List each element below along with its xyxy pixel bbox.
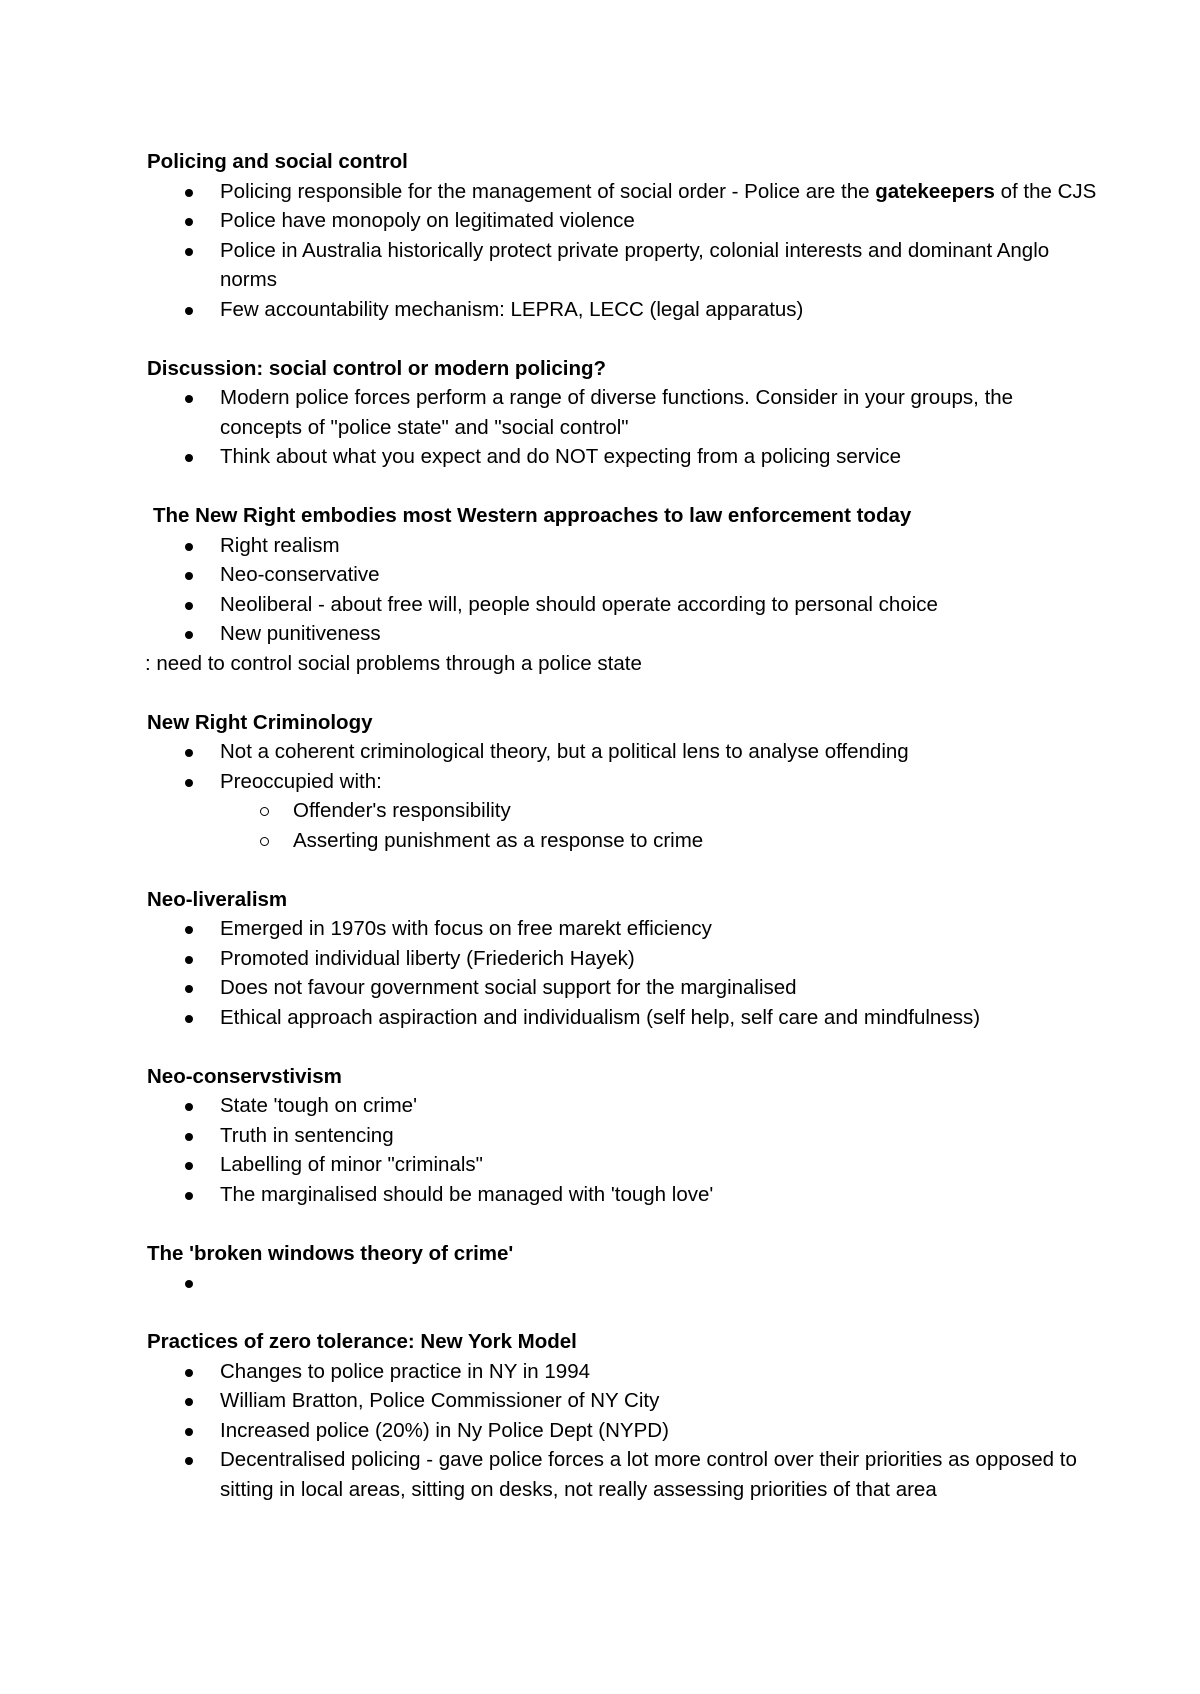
section-neo-conservatism [147,1062,1100,1210]
bullet-list [147,1268,1100,1298]
list-item: Decentralised policing - gave police forces a lot more control over their priorities as opposed to sitting in local areas, sitting on desks, not really assessing priorities of that area [220,1445,1100,1504]
section-neo-liberalism [147,885,1100,1033]
section-heading: The New Right embodies most Western approaches to law enforcement today [153,504,912,527]
section-heading: The 'broken windows theory of crime' [147,1241,514,1265]
bullet-list [147,1357,1100,1505]
list-item: Does not favour government social support for the marginalised [220,973,1100,1003]
section-heading: Neo-liveralism [147,887,288,911]
list-item: Promoted individual liberty (Friederich Hayek) [220,944,1100,974]
list-item: Modern police forces perform a range of diverse functions. Consider in your groups, the concepts of "police state" and "social control" [220,383,1100,442]
bullet-list [147,531,1100,649]
bullet-list [147,737,1100,855]
bullet-list [147,383,1100,472]
list-item [220,177,1100,207]
list-item: The marginalised should be managed with 'tough love' [220,1180,1100,1210]
list-item: Labelling of minor "criminals" [220,1150,1100,1180]
list-item-text: of the CJS [994,179,1097,203]
sub-list-item: Offender's responsibility [293,796,1100,826]
section-heading: New Right Criminology [147,710,373,734]
list-item: Emerged in 1970s with focus on free marekt efficiency [220,914,1100,944]
sub-list-item: Asserting punishment as a response to crime [293,826,1100,856]
list-item-text: Preoccupied with: [220,769,382,793]
section-broken-windows [147,1239,1100,1298]
section-heading: Practices of zero tolerance: New York Model [147,1330,577,1353]
list-item [220,1268,1100,1298]
list-item: Changes to police practice in NY in 1994 [220,1357,1100,1387]
list-item-text: Policing responsible for the management of social order - Police are the [220,179,876,203]
bold-term: gatekeepers [875,179,995,203]
list-item: Few accountability mechanism: LEPRA, LECC (legal apparatus) [220,295,1100,325]
list-item: William Bratton, Police Commissioner of NY City [220,1386,1100,1416]
bullet-list [147,177,1100,325]
section-heading: Neo-conservstivism [147,1064,342,1088]
list-item: Neoliberal - about free will, people should operate according to personal choice [220,590,1100,620]
section-policing-social-control [147,147,1100,324]
list-item: Ethical approach aspiraction and individualism (self help, self care and mindfulness) [220,1003,1100,1033]
list-item: State 'tough on crime' [220,1091,1100,1121]
list-item: Right realism [220,531,1100,561]
list-item [220,767,1100,856]
list-item: Neo-conservative [220,560,1100,590]
list-item: Police in Australia historically protect private property, colonial interests and dominant Anglo norms [220,236,1100,295]
bullet-list [147,1091,1100,1209]
list-item: Think about what you expect and do NOT expecting from a policing service [220,442,1100,472]
list-item: Not a coherent criminological theory, but a political lens to analyse offending [220,737,1100,767]
section-new-right [147,501,1100,678]
section-heading: Discussion: social control or modern policing? [147,356,607,380]
trailing-note: : need to control social problems through a police state [145,651,642,675]
list-item: Police have monopoly on legitimated violence [220,206,1100,236]
section-new-right-criminology [147,708,1100,856]
sub-bullet-list [220,796,1100,855]
bullet-list [147,914,1100,1032]
list-item: Truth in sentencing [220,1121,1100,1151]
section-discussion [147,354,1100,472]
section-zero-tolerance [147,1327,1100,1504]
list-item: Increased police (20%) in Ny Police Dept (NYPD) [220,1416,1100,1446]
list-item: New punitiveness [220,619,1100,649]
section-heading: Policing and social control [147,150,408,173]
